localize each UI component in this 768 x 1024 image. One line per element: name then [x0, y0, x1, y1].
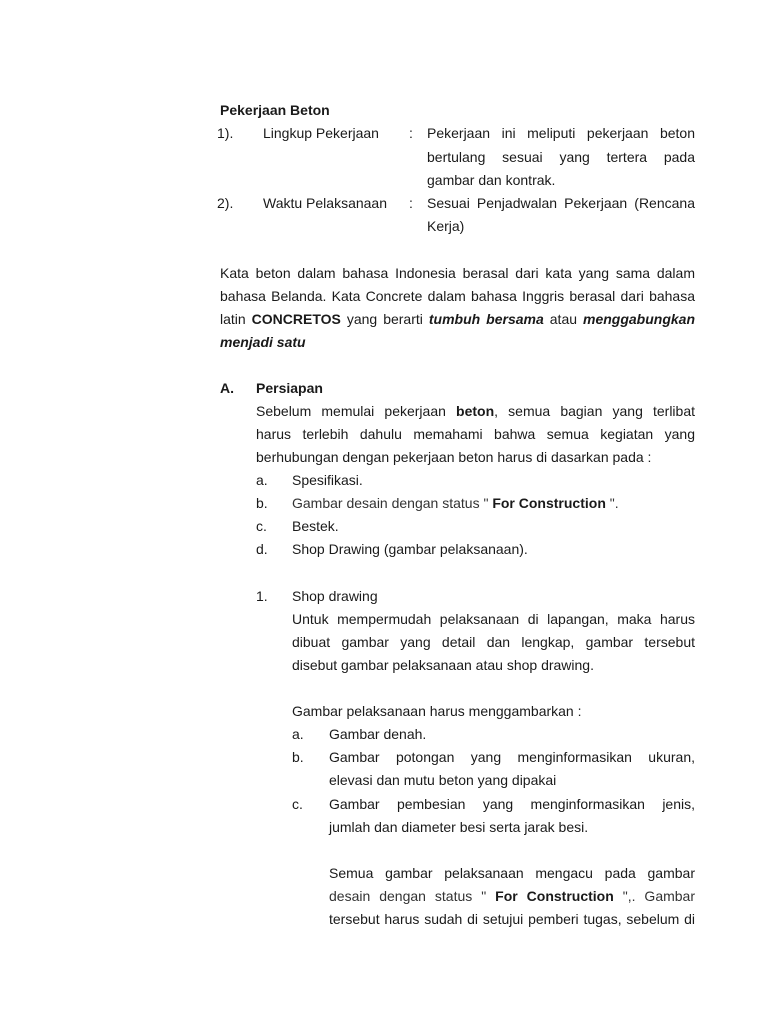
drawing-list-item: jumlah dan diameter besi serta jarak besi.: [329, 819, 589, 835]
drawing-list-marker: c.: [292, 796, 303, 812]
drawing-list-item: Gambar denah.: [329, 726, 427, 742]
emphasis-menggabungkan: menggabungkan: [583, 311, 696, 327]
closing-line: Semua gambar pelaksanaan mengacu pada gambar: [329, 865, 695, 881]
scope-row-number: 1).: [217, 125, 234, 141]
intro-text: yang berarti: [340, 311, 429, 327]
scope-row-number: 2).: [217, 195, 234, 211]
subsection-para-line: dibuat gambar yang detail dan lengkap, gambar tersebut: [292, 634, 695, 650]
scope-row-separator: :: [409, 125, 413, 141]
section-a-para-line: berhubungan dengan pekerjaan beton harus di dasarkan pada :: [256, 449, 652, 465]
intro-line: Kata beton dalam bahasa Indonesia berasal dari kata yang sama dalam: [220, 265, 695, 281]
subsection-heading: Shop drawing: [292, 588, 378, 604]
scope-row-separator: :: [409, 195, 413, 211]
closing-text: ",. Gambar: [613, 888, 696, 904]
basis-list-item: Spesifikasi.: [292, 472, 363, 488]
intro-line-emphasis: [220, 310, 695, 328]
closing-text: desain dengan status ": [329, 888, 496, 904]
subsection-marker: 1.: [256, 588, 268, 604]
scope-row-value-line: gambar dan kontrak.: [427, 172, 556, 188]
basis-list-item: [292, 494, 619, 512]
basis-list-marker: c.: [256, 518, 267, 534]
scope-row-value-line: bertulang sesuai yang tertera pada: [427, 149, 695, 165]
basis-list-marker: a.: [256, 472, 268, 488]
closing-line: tersebut harus sudah di setujui pemberi tugas, sebelum di: [329, 911, 695, 927]
section-a-para-line: [256, 402, 695, 420]
para-text: Sebelum memulai pekerjaan: [256, 403, 457, 419]
list-text: ".: [605, 495, 619, 511]
scope-row-value-line: Pekerjaan ini meliputi pekerjaan beton: [427, 125, 695, 141]
emphasis-menjadi-satu: menjadi satu: [220, 334, 306, 350]
section-a-heading: Persiapan: [256, 380, 323, 396]
subsection-para-line: disebut gambar pelaksanaan atau shop drawing.: [292, 657, 594, 673]
basis-list-marker: d.: [256, 541, 268, 557]
scope-row-label: Waktu Pelaksanaan: [263, 195, 387, 211]
basis-list-item: Bestek.: [292, 518, 339, 534]
beton-term: beton: [456, 403, 495, 419]
drawing-list-marker: b.: [292, 749, 304, 765]
closing-line: [329, 887, 695, 905]
section-a-para-line: harus terlebih dahulu memahami bahwa semua kegiatan yang: [256, 426, 695, 442]
basis-list-marker: b.: [256, 495, 268, 511]
scope-row-label: Lingkup Pekerjaan: [263, 125, 379, 141]
basis-list-item: Shop Drawing (gambar pelaksanaan).: [292, 541, 528, 557]
drawing-list-item: Gambar potongan yang menginformasikan ukuran,: [329, 749, 695, 765]
for-construction-term: For Construction: [492, 495, 606, 511]
drawing-list-marker: a.: [292, 726, 304, 742]
scope-row-value-line: Kerja): [427, 218, 465, 234]
concretos-term: CONCRETOS: [251, 311, 341, 327]
emphasis-tumbuh-bersama: tumbuh bersama: [428, 311, 544, 327]
intro-text: atau: [543, 311, 583, 327]
intro-line: bahasa Belanda. Kata Concrete dalam bahasa Inggris berasal dari bahasa: [220, 288, 695, 304]
drawing-list-item: Gambar pembesian yang menginformasikan jenis,: [329, 796, 695, 812]
intro-text: latin: [220, 311, 252, 327]
subsection-para-line: Untuk mempermudah pelaksanaan di lapangan, maka harus: [292, 611, 695, 627]
section-a-marker: A.: [220, 380, 234, 396]
document-title: Pekerjaan Beton: [220, 102, 330, 118]
for-construction-term: For Construction: [495, 888, 614, 904]
drawing-list-item: elevasi dan mutu beton yang dipakai: [329, 772, 557, 788]
scope-row-value-line: Sesuai Penjadwalan Pekerjaan (Rencana: [427, 195, 695, 211]
para-text: , semua bagian yang terlibat: [494, 403, 696, 419]
drawing-list-intro: Gambar pelaksanaan harus menggambarkan :: [292, 703, 582, 719]
list-text: Gambar desain dengan status ": [292, 495, 493, 511]
